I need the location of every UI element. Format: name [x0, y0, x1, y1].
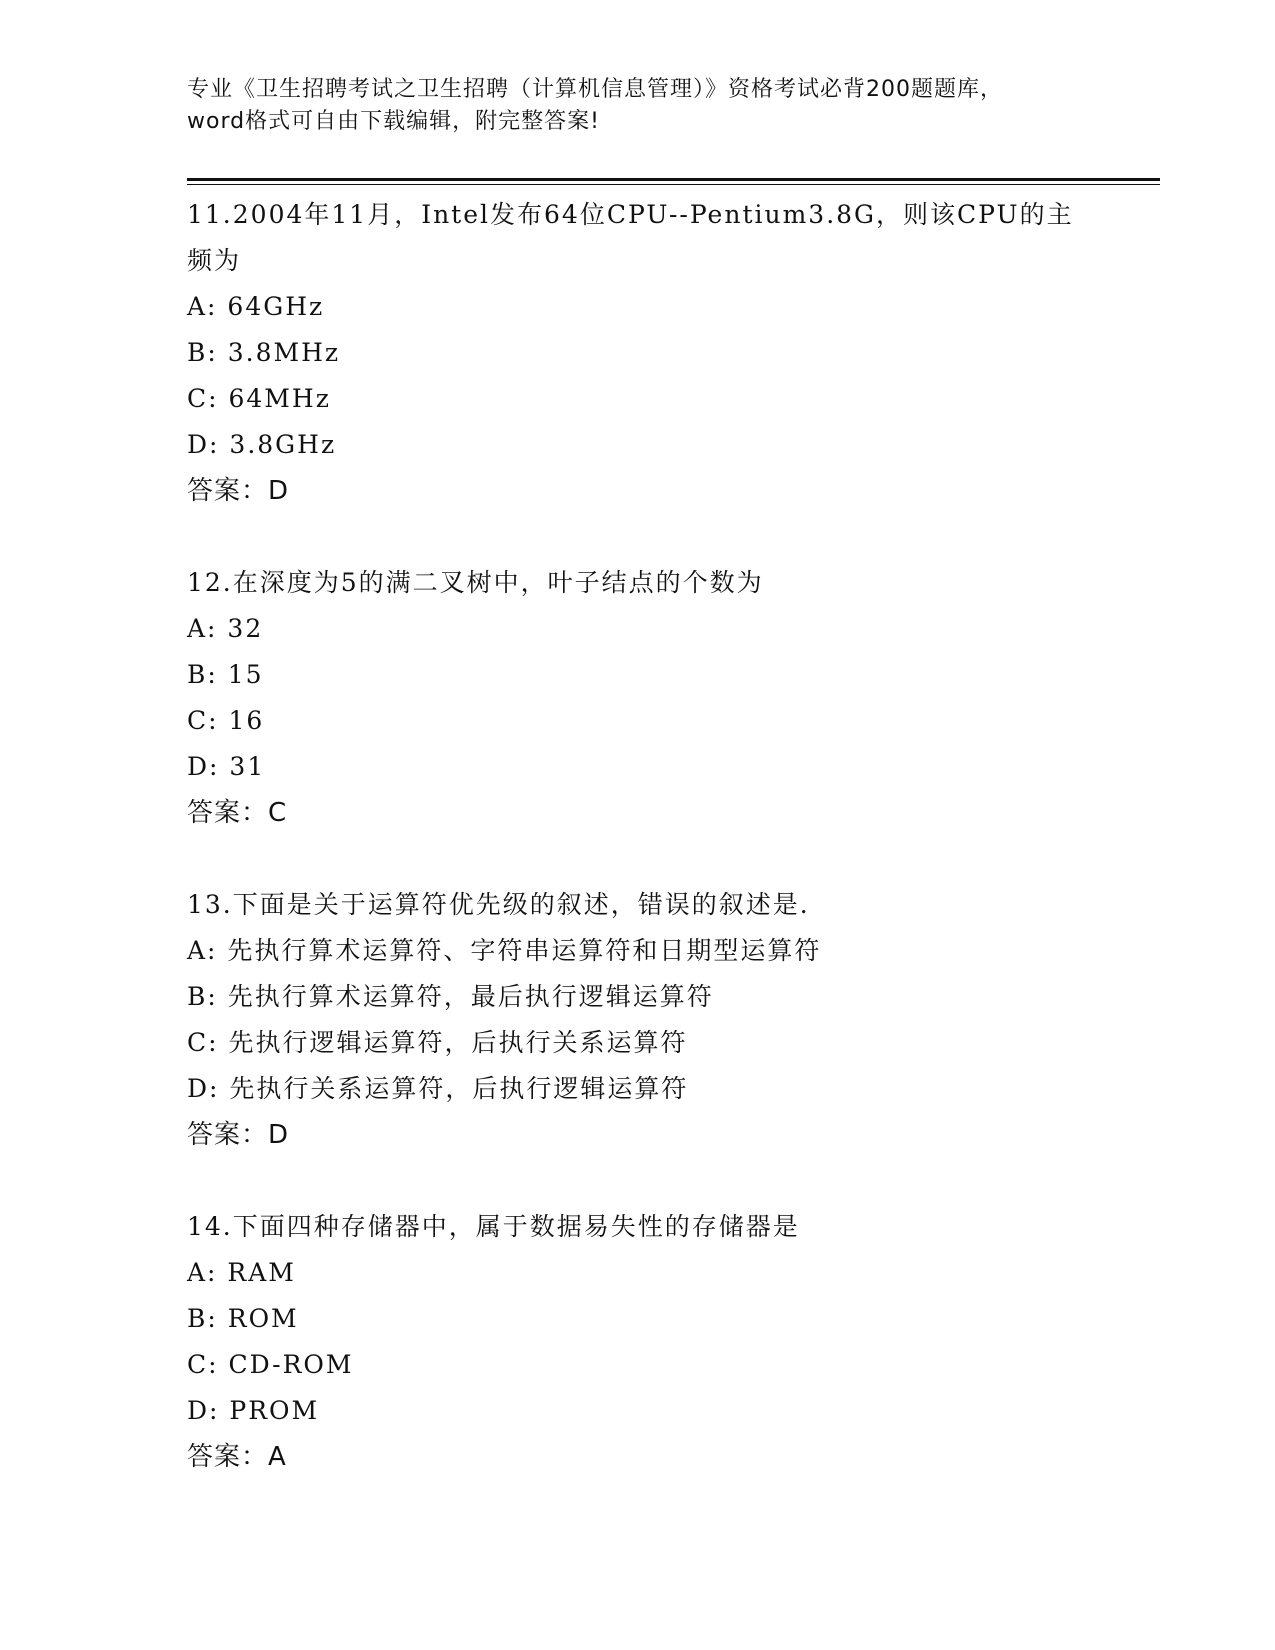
header-divider-thin: [187, 184, 1160, 185]
question-spacer: [187, 514, 1087, 560]
answer: 答案：C: [187, 798, 288, 828]
question-14: [187, 1204, 1087, 1480]
question-title-continued: 频为: [187, 246, 242, 275]
option-c: C: 先执行逻辑运算符，后执行关系运算符: [187, 1028, 688, 1057]
question-12: [187, 560, 1087, 836]
answer: 答案：D: [187, 476, 290, 506]
option-a: A: 先执行算术运算符、字符串运算符和日期型运算符: [187, 936, 822, 965]
header-divider-thick: [187, 178, 1160, 181]
header-line-2: word格式可自由下载编辑，附完整答案!: [187, 109, 600, 134]
question-title: 12.在深度为5的满二叉树中，叶子结点的个数为: [187, 568, 764, 597]
option-b: B: ROM: [187, 1304, 299, 1333]
question-11: [187, 192, 1087, 514]
option-c: C: 64MHz: [187, 384, 331, 413]
question-spacer: [187, 1158, 1087, 1204]
answer: 答案：A: [187, 1442, 287, 1472]
question-spacer: [187, 836, 1087, 882]
question-title: 11.2004年11月，Intel发布64位CPU--Pentium3.8G，则该CPU的主: [187, 200, 1074, 229]
option-d: D: 31: [187, 752, 266, 781]
option-d: D: PROM: [187, 1396, 320, 1425]
option-c: C: 16: [187, 706, 265, 735]
option-b: B: 15: [187, 660, 264, 689]
option-a: A: 32: [187, 614, 264, 643]
document-header: [187, 74, 1087, 138]
option-d: D: 先执行关系运算符，后执行逻辑运算符: [187, 1074, 689, 1103]
question-title: 13.下面是关于运算符优先级的叙述，错误的叙述是.: [187, 890, 810, 919]
header-line-1: 专业《卫生招聘考试之卫生招聘（计算机信息管理）》资格考试必背200题题库，: [187, 77, 1003, 102]
option-b: B: 3.8MHz: [187, 338, 341, 367]
option-d: D: 3.8GHz: [187, 430, 337, 459]
option-a: A: RAM: [187, 1258, 296, 1287]
question-13: [187, 882, 1087, 1158]
answer: 答案：D: [187, 1120, 290, 1150]
question-title: 14.下面四种存储器中，属于数据易失性的存储器是: [187, 1212, 800, 1241]
option-a: A: 64GHz: [187, 292, 325, 321]
option-b: B: 先执行算术运算符，最后执行逻辑运算符: [187, 982, 714, 1011]
question-list: [187, 192, 1087, 1480]
option-c: C: CD-ROM: [187, 1350, 354, 1379]
